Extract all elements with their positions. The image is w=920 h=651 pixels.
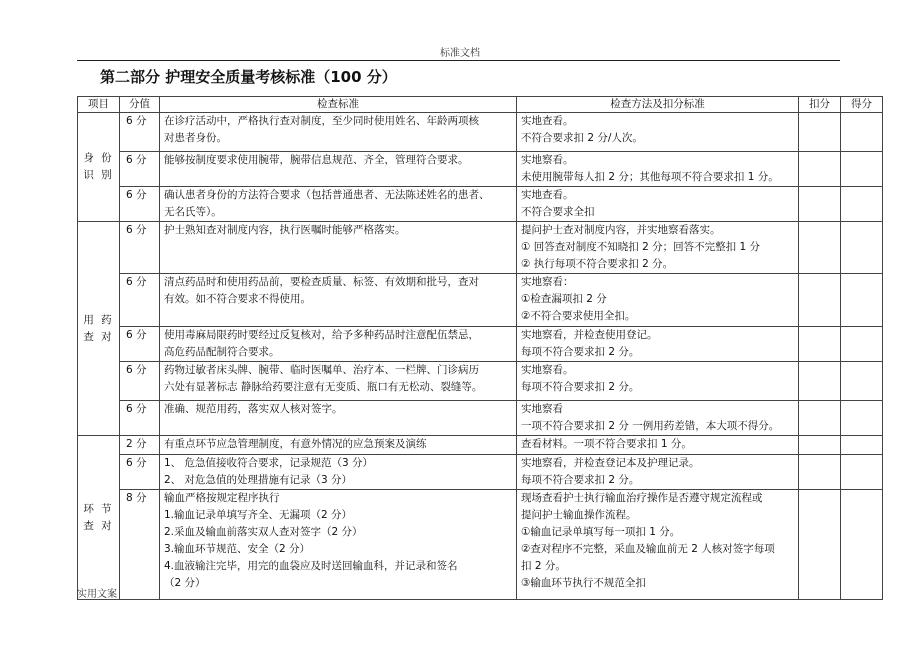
- method-cell: [517, 274, 799, 327]
- standard-cell: [160, 455, 517, 490]
- standard-cell: [160, 152, 517, 187]
- method-line: 实地察看。: [521, 364, 574, 376]
- deduction-cell: [799, 222, 841, 274]
- method-line: 查看材料。一项不符合要求扣 1 分。: [521, 438, 692, 450]
- method-line: ②查对程序不完整，采血及输血前无 2 人核对签字每项: [521, 543, 775, 555]
- standard-line: 对患者身份。: [164, 132, 227, 144]
- method-line: 实地察看，并检查使用登记。: [521, 329, 658, 341]
- standard-line: 在诊疗活动中，严格执行查对制度，至少同时使用姓名、年龄两项核: [164, 115, 479, 127]
- project-cell: [78, 113, 120, 222]
- project-label: 识 别: [83, 169, 114, 181]
- project-cell: [78, 436, 120, 600]
- deduction-cell: [799, 327, 841, 362]
- col-header-deduction: 扣分: [799, 97, 841, 113]
- document-title: 第二部分 护理安全质量考核标准（100 分）: [100, 68, 397, 86]
- method-line: 实地察看，并检查登记本及护理记录。: [521, 457, 700, 469]
- score-cell: 6 分: [120, 327, 160, 362]
- method-line: 实地察看。: [521, 154, 574, 166]
- standard-line: 有效。如不符合要求不得使用。: [164, 293, 311, 305]
- standard-line: 输血严格按规定程序执行: [164, 492, 280, 504]
- table-header-row: [78, 97, 883, 113]
- method-line: ③输血环节执行不规范全扣: [521, 577, 646, 589]
- table-row: [78, 401, 883, 436]
- standard-cell: [160, 490, 517, 600]
- header-rule: [77, 60, 840, 61]
- earned-cell: [841, 490, 883, 600]
- standard-cell: [160, 362, 517, 401]
- standard-line: 无名氏等）。: [164, 206, 222, 218]
- standard-line: 六处有显著标志 静脉给药要注意有无变质、瓶口有无松动、裂缝等。: [164, 381, 483, 393]
- table-row: [78, 222, 883, 274]
- standard-line: 3.输血环节规范、安全（2 分）: [164, 543, 311, 555]
- method-line: 实地察看：: [521, 276, 574, 288]
- deduction-cell: [799, 455, 841, 490]
- earned-cell: [841, 222, 883, 274]
- method-line: 每项不符合要求扣 2 分。: [521, 381, 640, 393]
- project-label: 查 对: [83, 519, 114, 532]
- standard-line: 确认患者身份的方法符合要求（包括普通患者、无法陈述姓名的患者、: [164, 189, 490, 201]
- method-cell: [517, 436, 799, 455]
- page-header: 标准文档: [440, 48, 480, 59]
- method-cell: [517, 490, 799, 600]
- earned-cell: [841, 274, 883, 327]
- deduction-cell: [799, 113, 841, 152]
- col-header-method: 检查方法及扣分标准: [517, 97, 799, 113]
- standard-line: 1.输血记录单填写齐全、无漏项（2 分）: [164, 509, 353, 521]
- score-cell: 2 分: [120, 436, 160, 455]
- deduction-cell: [799, 436, 841, 455]
- earned-cell: [841, 455, 883, 490]
- method-line: 扣 2 分。: [521, 560, 566, 572]
- project-cell: [78, 222, 120, 436]
- project-label: 查 对: [83, 330, 114, 343]
- standard-line: 有重点环节应急管理制度，有意外情况的应急预案及演练: [164, 438, 427, 450]
- method-cell: [517, 222, 799, 274]
- standard-line: 药物过敏者床头牌、腕带、临时医嘱单、治疗本、一栏牌、门诊病历: [164, 364, 479, 376]
- standard-line: 1、 危急值接收符合要求，记录规范（3 分）: [164, 457, 374, 469]
- standard-line: 高危药品配制符合要求。: [164, 346, 280, 358]
- score-cell: 6 分: [120, 187, 160, 222]
- method-cell: [517, 362, 799, 401]
- method-cell: [517, 327, 799, 362]
- table-row: [78, 113, 883, 152]
- method-line: 未使用腕带每人扣 2 分；其他每项不符合要求扣 1 分。: [521, 171, 779, 183]
- method-cell: [517, 113, 799, 152]
- earned-cell: [841, 362, 883, 401]
- earned-cell: [841, 187, 883, 222]
- deduction-cell: [799, 401, 841, 436]
- project-label: 用 药: [83, 313, 114, 326]
- score-cell: 6 分: [120, 274, 160, 327]
- deduction-cell: [799, 152, 841, 187]
- assessment-table: [77, 96, 883, 600]
- method-cell: [517, 455, 799, 490]
- earned-cell: [841, 152, 883, 187]
- score-cell: 6 分: [120, 455, 160, 490]
- score-cell: 6 分: [120, 401, 160, 436]
- standard-line: 护士熟知查对制度内容，执行医嘱时能够严格落实。: [164, 224, 406, 236]
- col-header-project: 项目: [78, 97, 120, 113]
- method-line: 每项不符合要求扣 2 分。: [521, 474, 640, 486]
- table-row: [78, 362, 883, 401]
- earned-cell: [841, 327, 883, 362]
- method-line: ① 回答查对制度不知晓扣 2 分；回答不完整扣 1 分: [521, 241, 760, 253]
- standard-cell: [160, 113, 517, 152]
- earned-cell: [841, 436, 883, 455]
- method-line: ①检查漏项扣 2 分: [521, 293, 607, 305]
- score-cell: 6 分: [120, 362, 160, 401]
- standard-line: 准确、规范用药，落实双人核对签字。: [164, 403, 343, 415]
- table-row: [78, 327, 883, 362]
- score-cell: 8 分: [120, 490, 160, 600]
- standard-line: 使用毒麻局限药时要经过反复核对，给予多种药品时注意配伍禁忌，: [164, 329, 479, 341]
- method-line: ② 执行每项不符合要求扣 2 分。: [521, 258, 674, 270]
- table-row: [78, 436, 883, 455]
- method-line: 不符合要求扣 2 分/人次。: [521, 132, 643, 144]
- col-header-standard: 检查标准: [160, 97, 517, 113]
- method-line: 不符合要求全扣: [521, 206, 595, 218]
- score-cell: 6 分: [120, 113, 160, 152]
- project-label: 身 份: [83, 152, 114, 164]
- standard-cell: [160, 401, 517, 436]
- method-cell: [517, 187, 799, 222]
- method-line: 现场查看护士执行输血治疗操作是否遵守规定流程或: [521, 492, 763, 504]
- table-row: [78, 187, 883, 222]
- method-line: 一项不符合要求扣 2 分 一例用药差错，本大项不得分。: [521, 420, 780, 432]
- project-label: 环 节: [83, 502, 114, 515]
- method-line: ①输血记录单填写每一项扣 1 分。: [521, 526, 681, 538]
- deduction-cell: [799, 274, 841, 327]
- method-cell: [517, 152, 799, 187]
- table-row: [78, 455, 883, 490]
- standard-line: 清点药品时和使用药品前，要检查质量、标签、有效期和批号，查对: [164, 276, 479, 288]
- score-cell: 6 分: [120, 222, 160, 274]
- standard-line: 2.采血及输血前落实双人查对签字（2 分）: [164, 526, 363, 538]
- earned-cell: [841, 401, 883, 436]
- table-body: [78, 113, 883, 600]
- standard-cell: [160, 222, 517, 274]
- standard-cell: [160, 327, 517, 362]
- standard-cell: [160, 274, 517, 327]
- col-header-earned: 得分: [841, 97, 883, 113]
- method-line: 实地查看。: [521, 189, 574, 201]
- method-line: 每项不符合要求扣 2 分。: [521, 346, 640, 358]
- page-footer: 实用文案: [77, 589, 117, 600]
- deduction-cell: [799, 187, 841, 222]
- method-line: 实地查看。: [521, 115, 574, 127]
- earned-cell: [841, 113, 883, 152]
- standard-cell: [160, 436, 517, 455]
- standard-line: 4.血液输注完毕，用完的血袋应及时送回输血科，并记录和签名: [164, 560, 458, 572]
- col-header-score: 分值: [120, 97, 160, 113]
- score-cell: 6 分: [120, 152, 160, 187]
- method-line: ②不符合要求使用全扣。: [521, 310, 636, 322]
- standard-cell: [160, 187, 517, 222]
- method-line: 提问护士输血操作流程。: [521, 509, 637, 521]
- standard-line: 能够按制度要求使用腕带，腕带信息规范、齐全，管理符合要求。: [164, 154, 469, 166]
- standard-line: （2 分）: [164, 577, 206, 589]
- deduction-cell: [799, 490, 841, 600]
- method-line: 提问护士查对制度内容，并实地察看落实。: [521, 224, 721, 236]
- table-row: [78, 152, 883, 187]
- table-row: [78, 274, 883, 327]
- table-row: [78, 490, 883, 600]
- deduction-cell: [799, 362, 841, 401]
- standard-line: 2、 对危急值的处理措施有记录（3 分）: [164, 474, 353, 486]
- method-line: 实地察看: [521, 403, 563, 415]
- method-cell: [517, 401, 799, 436]
